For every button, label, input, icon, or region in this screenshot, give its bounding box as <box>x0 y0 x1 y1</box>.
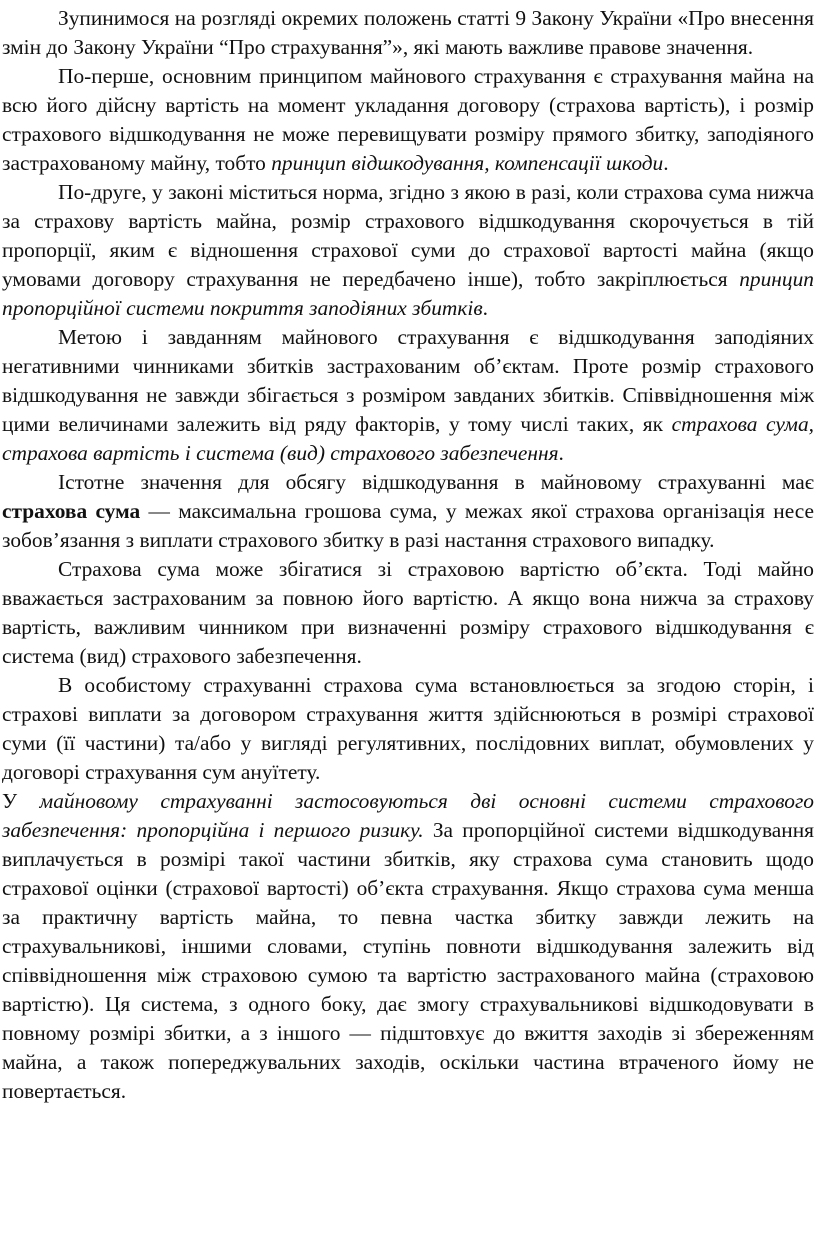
paragraph-text: Метою і завданням майнового страхування є відшкодування заподіяних негативними чинниками збитків застрахованим об’єктам. Проте розмір страхового відшкодування не завжди збігається з розміром завданих збитків. Співвідношення між цими величинами залежить від ряду факторів, у тому числі таких, як <box>2 325 814 436</box>
paragraph-7 <box>2 671 814 787</box>
paragraph-text: У <box>2 789 40 813</box>
italic-term: принцип відшкодування, компенсації шкоди <box>271 151 664 175</box>
italic-term: майновому страхуванні застосовуються дві основні системи страхового забезпечення: пропорційна і першого ризику. <box>2 789 814 842</box>
italic-term: принцип пропорційної системи покриття заподіяних збитків <box>2 267 814 320</box>
paragraph-6 <box>2 555 814 671</box>
paragraph-1 <box>2 4 814 62</box>
paragraph-text: . <box>558 441 564 465</box>
paragraph-text: — максимальна грошова сума, у межах якої страхова організація несе зобов’язання з виплати страхового збитку в разі настання страхового випадку. <box>2 499 814 552</box>
paragraph-5 <box>2 468 814 555</box>
paragraph-3 <box>2 178 814 323</box>
paragraph-text: По-друге, у законі міститься норма, згідно з якою в разі, коли страхова сума нижча за страхову вартість майна, розмір страхового відшкодування скорочується в тій пропорції, яким є відношення страхової суми до страхової вартості майна (якщо умовами договору страхування не передбачено інше), тобто закріплюється <box>2 180 814 291</box>
paragraph-text: Істотне значення для обсягу відшкодування в майновому страхуванні має <box>58 470 814 494</box>
paragraph-4 <box>2 323 814 468</box>
paragraph-text: . <box>482 296 488 320</box>
paragraph-text: Зупинимося на розгляді окремих положень статті 9 Закону України «Про внесення змін до Закону України “Про страхування”», які мають важливе правове значення. <box>2 6 814 59</box>
italic-term: страхова сума, страхова вартість і система (вид) страхового забезпечення <box>2 412 814 465</box>
paragraph-text: По-перше, основним принципом майнового страхування є страхування майна на всю його дійсну вартість на момент укладання договору (страхова вартість), і розмір страхового відшкодування не може перевищувати розміру прямого збитку, заподіяного застрахованому майну, тобто <box>2 64 814 175</box>
paragraph-text: За пропорційної системи відшкодування виплачується в розмірі такої частини збитків, яку страхова сума становить щодо страхової оцінки (страхової вартості) об’єкта страхування. Якщо страхова сума менша за практичну вартість майна, то певна частка збитку завжди лежить на страхувальникові, іншими словами, ступінь повноти відшкодування залежить від співвідношення між страховою сумою та вартістю застрахованого майна (страховою вартістю). Ця система, з одного боку, дає змогу страхувальникові відшкодовувати в повному розмірі збитки, а з іншого — підштовхує до вжиття заходів зі збереженням майна, а також попереджувальних заходів, оскільки частина втраченого йому не повертається. <box>2 818 814 1103</box>
paragraph-8 <box>2 787 814 1106</box>
paragraph-text: Страхова сума може збігатися зі страховою вартістю об’єкта. Тоді майно вважається застрахованим за повною його вартістю. А якщо вона нижча за страхову вартість, важливим чинником при визначенні розміру страхового відшкодування є система (вид) страхового забезпечення. <box>2 557 814 668</box>
paragraph-2 <box>2 62 814 178</box>
paragraph-text: В особистому страхуванні страхова сума встановлюється за згодою сторін, і страхові виплати за договором страхування життя здійснюються в розмірі страхової суми (її частини) та/або у вигляді регулятивних, послідовних виплат, обумовлених у договорі страхування сум ануїтету. <box>2 673 814 784</box>
paragraph-text: . <box>663 151 669 175</box>
bold-term: страхова сума <box>2 499 141 523</box>
